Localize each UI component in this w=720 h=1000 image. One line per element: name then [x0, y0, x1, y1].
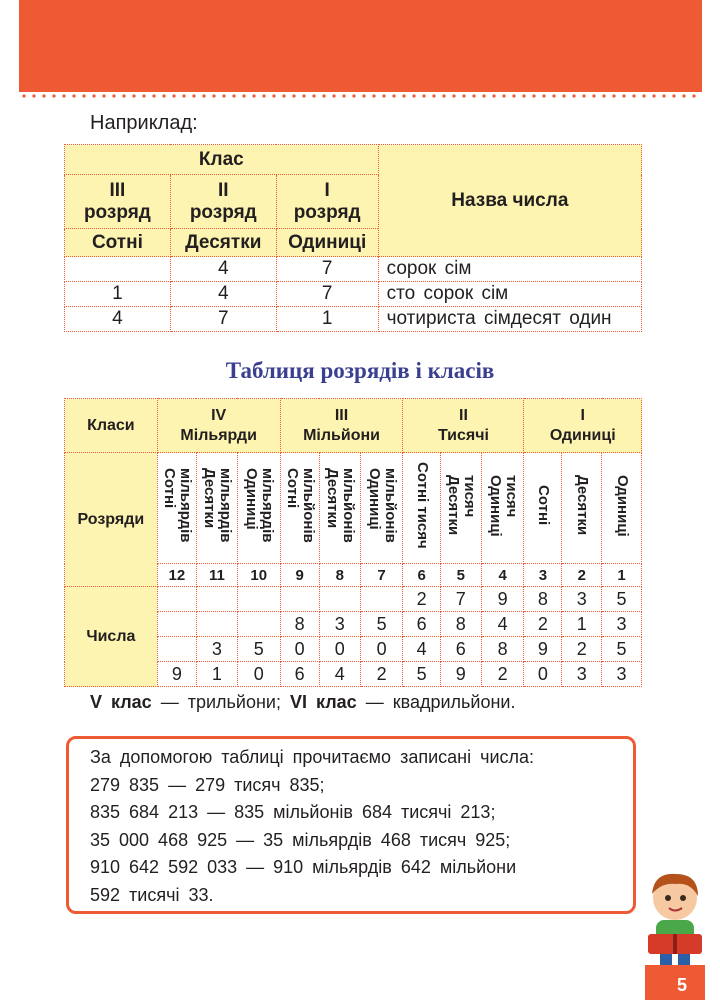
digit-cell	[157, 637, 196, 662]
table-row: 1 4 7 сто сорок сім	[65, 282, 642, 307]
digit-cell: 6	[440, 637, 481, 662]
class-group: II Тисячі	[403, 399, 524, 453]
rank-index: 10	[237, 564, 280, 587]
digit-cell: 4	[481, 612, 524, 637]
digit-cell: 3	[196, 637, 237, 662]
digit-cell	[280, 587, 319, 612]
digit-cell: 3	[562, 662, 602, 687]
digit-cell: 2	[562, 637, 602, 662]
digit-cell: 3	[602, 662, 642, 687]
rank-label: Десятки тисяч	[440, 453, 481, 564]
digit-cell: 9	[440, 662, 481, 687]
reading-examples-text: За допомогою таблиці прочитаємо записані числа: 279 835 — 279 тисяч 835; 835 684 213 — 835 мільйонів 684 тисячі 213; 35 000 468 925 — 35 мільярдів 468 тисяч 925; 910 642 592 033 — 910 мільярдів 642 мільйони 592 тисячі 33.	[90, 747, 535, 905]
table-row: 4 7 сорок сім	[65, 257, 642, 282]
digit-cell: 2	[403, 587, 440, 612]
digit-cell: 0	[524, 662, 562, 687]
digit-cell: 9	[524, 637, 562, 662]
rank-label: Одиниці тисяч	[481, 453, 524, 564]
digit-cell: 3	[562, 587, 602, 612]
rank-header: I розряд	[276, 175, 378, 229]
rank-label: Одиниці мільйонів	[360, 453, 403, 564]
digit-cell: 4	[319, 662, 360, 687]
rank-label: Десятки	[562, 453, 602, 564]
rank-label: Сотні	[524, 453, 562, 564]
rank-index: 12	[157, 564, 196, 587]
place-value-classes-table	[64, 398, 642, 687]
class-group: IV Мільярди	[157, 399, 280, 453]
digit-cell: 1	[562, 612, 602, 637]
rank-index: 8	[319, 564, 360, 587]
number-name-header: Назва числа	[378, 145, 641, 257]
digit-cell: 5	[403, 662, 440, 687]
rank-label: Сотні тисяч	[403, 453, 440, 564]
rank-index: 4	[481, 564, 524, 587]
rank-index: 7	[360, 564, 403, 587]
digit-cell	[196, 612, 237, 637]
example-place-value-table	[64, 144, 642, 332]
class-group: III Мільйони	[280, 399, 403, 453]
rank-label: Одиниці	[602, 453, 642, 564]
rank-index: 2	[562, 564, 602, 587]
rank-label: Сотні мільярдів	[157, 453, 196, 564]
digit-cell	[196, 587, 237, 612]
rank-header: III розряд	[65, 175, 171, 229]
digit-cell	[237, 612, 280, 637]
digit-cell: 0	[319, 637, 360, 662]
digit-cell: 1	[196, 662, 237, 687]
digit-cell: 8	[440, 612, 481, 637]
rank-name: Сотні	[65, 229, 171, 257]
rank-index: 9	[280, 564, 319, 587]
classes-label: Класи	[65, 399, 158, 453]
digit-cell: 3	[319, 612, 360, 637]
higher-classes-note: V клас — трильйони; VI клас — квадрильйони.	[90, 692, 516, 712]
rank-label: Одиниці мільярдів	[237, 453, 280, 564]
rank-name: Одиниці	[276, 229, 378, 257]
digit-cell	[360, 587, 403, 612]
digit-cell: 5	[237, 637, 280, 662]
rank-name: Десятки	[170, 229, 276, 257]
digit-cell: 8	[481, 637, 524, 662]
dotted-divider	[19, 93, 702, 99]
numbers-label: Числа	[65, 587, 158, 687]
digit-cell: 6	[280, 662, 319, 687]
digit-cell: 0	[360, 637, 403, 662]
digit-cell	[157, 612, 196, 637]
reading-boy-illustration	[640, 868, 710, 978]
table-row: 4 7 1 чотириста сімдесят один	[65, 307, 642, 332]
page-number: 5	[676, 975, 687, 995]
digit-cell	[319, 587, 360, 612]
rank-header: II розряд	[170, 175, 276, 229]
digit-cell	[237, 587, 280, 612]
digit-cell: 9	[481, 587, 524, 612]
digit-cell: 8	[280, 612, 319, 637]
digit-cell: 2	[524, 612, 562, 637]
digit-cell: 4	[403, 637, 440, 662]
header-banner	[19, 0, 702, 92]
digit-cell: 8	[524, 587, 562, 612]
rank-label: Десятки мільярдів	[196, 453, 237, 564]
digit-cell	[157, 587, 196, 612]
digit-cell: 3	[602, 612, 642, 637]
digit-cell: 9	[157, 662, 196, 687]
digit-cell: 0	[280, 637, 319, 662]
digit-cell: 2	[360, 662, 403, 687]
rank-index: 6	[403, 564, 440, 587]
digit-cell: 5	[360, 612, 403, 637]
digit-cell: 7	[440, 587, 481, 612]
ranks-label: Розряди	[65, 453, 158, 587]
rank-index: 3	[524, 564, 562, 587]
rank-label: Сотні мільйонів	[280, 453, 319, 564]
example-label: Наприклад:	[90, 112, 198, 134]
digit-cell: 6	[403, 612, 440, 637]
rank-index: 5	[440, 564, 481, 587]
digit-cell: 5	[602, 637, 642, 662]
rank-index: 11	[196, 564, 237, 587]
rank-label: Десятки мільйонів	[319, 453, 360, 564]
class-group: I Одиниці	[524, 399, 642, 453]
page-number-tab	[645, 965, 705, 1000]
rank-index: 1	[602, 564, 642, 587]
digit-cell: 5	[602, 587, 642, 612]
digit-cell: 0	[237, 662, 280, 687]
section-title: Таблиця розрядів і класів	[225, 358, 495, 383]
class-header: Клас	[65, 145, 379, 175]
table-row	[65, 587, 642, 612]
digit-cell: 2	[481, 662, 524, 687]
